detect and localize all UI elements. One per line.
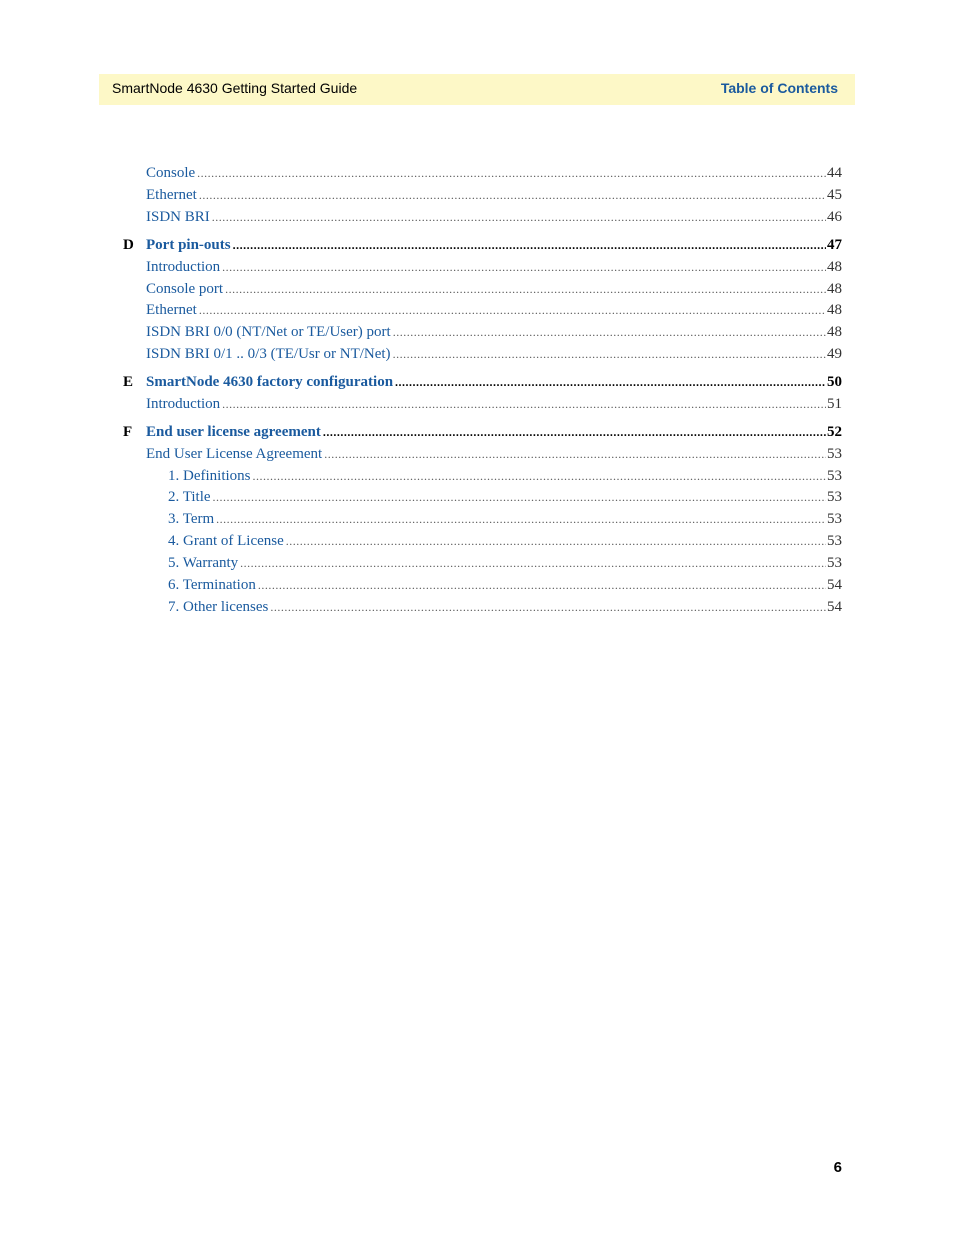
toc-entry-warranty[interactable] [0, 553, 954, 573]
toc-entry-page: 47 [827, 237, 842, 253]
toc-entry-page: 53 [827, 446, 842, 462]
toc-entry-title[interactable]: 7. Other licenses [168, 599, 269, 615]
dot-leader [212, 207, 826, 227]
dot-leader [258, 575, 826, 595]
toc-entry-title-section[interactable] [0, 487, 954, 507]
toc-entry-isdn-bri-0-1[interactable] [0, 344, 954, 364]
dot-leader [240, 553, 826, 573]
toc-entry-page: 52 [827, 424, 842, 440]
toc-entry-introduction[interactable] [0, 257, 954, 277]
toc-entry-title[interactable]: ISDN BRI 0/1 .. 0/3 (TE/Usr or NT/Net) [146, 346, 391, 362]
dot-leader [253, 466, 827, 486]
toc-entry-title[interactable]: Ethernet [146, 187, 197, 203]
document-title: SmartNode 4630 Getting Started Guide [112, 80, 358, 96]
toc-entry-other-licenses[interactable] [0, 597, 954, 617]
dot-leader [393, 322, 826, 342]
dot-leader [199, 185, 826, 205]
toc-entry-page: 54 [827, 599, 842, 615]
toc-entry-title[interactable]: Console port [146, 281, 224, 297]
toc-entry-eula[interactable] [0, 444, 954, 464]
dot-leader [286, 531, 826, 551]
toc-entry-page: 53 [827, 468, 842, 484]
toc-entry-title[interactable]: 5. Warranty [168, 555, 239, 571]
toc-entry-page: 54 [827, 577, 842, 593]
toc-entry-title[interactable]: Introduction [146, 396, 221, 412]
toc-entry-term[interactable] [0, 509, 954, 529]
toc-entry-title[interactable]: 2. Title [168, 489, 211, 505]
toc-appendix-d[interactable] [0, 235, 954, 255]
dot-leader [393, 344, 826, 364]
toc-entry-page: 44 [827, 165, 842, 181]
toc-entry-title[interactable]: 3. Term [168, 511, 215, 527]
toc-entry-page: 51 [827, 396, 842, 412]
toc-entry-isdn-bri[interactable] [0, 207, 954, 227]
toc-entry-page: 53 [827, 533, 842, 549]
dot-leader [324, 444, 826, 464]
dot-leader [222, 394, 826, 414]
toc-entry-title[interactable]: 1. Definitions [168, 468, 251, 484]
toc-entry-page: 53 [827, 511, 842, 527]
toc-entry-grant-of-license[interactable] [0, 531, 954, 551]
appendix-letter: D [123, 237, 134, 253]
dot-leader [225, 279, 826, 299]
toc-entry-page: 48 [827, 259, 842, 275]
toc-appendix-f[interactable] [0, 422, 954, 442]
toc-entry-page: 48 [827, 302, 842, 318]
toc-entry-page: 45 [827, 187, 842, 203]
dot-leader [213, 487, 826, 507]
toc-entry-console[interactable] [0, 163, 954, 183]
toc-entry-definitions[interactable] [0, 466, 954, 486]
toc-entry-termination[interactable] [0, 575, 954, 595]
toc-entry-title[interactable]: Ethernet [146, 302, 197, 318]
appendix-letter: E [123, 374, 134, 390]
toc-entry-console-port[interactable] [0, 279, 954, 299]
dot-leader [323, 422, 826, 442]
dot-leader [395, 372, 826, 392]
dot-leader [197, 163, 826, 183]
dot-leader [222, 257, 826, 277]
toc-entry-page: 49 [827, 346, 842, 362]
dot-leader [199, 300, 826, 320]
toc-entry-title[interactable]: 6. Termination [168, 577, 256, 593]
toc-entry-title[interactable]: ISDN BRI 0/0 (NT/Net or TE/User) port [146, 324, 391, 340]
section-title: Table of Contents [720, 80, 838, 96]
page-header [99, 74, 855, 105]
toc-entry-title[interactable]: End User License Agreement [146, 446, 323, 462]
toc-entry-isdn-bri-0-0[interactable] [0, 322, 954, 342]
toc-entry-ethernet[interactable] [0, 185, 954, 205]
toc-entry-page: 48 [827, 324, 842, 340]
toc-entry-introduction-factory[interactable] [0, 394, 954, 414]
dot-leader [216, 509, 826, 529]
toc-entry-page: 53 [827, 555, 842, 571]
toc-appendix-e[interactable] [0, 372, 954, 392]
toc-entry-title[interactable]: ISDN BRI [146, 209, 210, 225]
dot-leader [270, 597, 826, 617]
appendix-letter: F [123, 424, 133, 440]
toc-entry-page: 53 [827, 489, 842, 505]
toc-entry-ethernet-pinout[interactable] [0, 300, 954, 320]
toc-entry-page: 46 [827, 209, 842, 225]
toc-entry-page: 50 [827, 374, 842, 390]
toc-entry-title[interactable]: Introduction [146, 259, 221, 275]
toc-entry-title[interactable]: End user license agreement [146, 424, 321, 440]
toc-entry-title[interactable]: 4. Grant of License [168, 533, 284, 549]
toc-entry-page: 48 [827, 281, 842, 297]
toc-entry-title[interactable]: Port pin-outs [146, 237, 231, 253]
dot-leader [233, 235, 826, 255]
toc-entry-title[interactable]: Console [146, 165, 196, 181]
page-number: 6 [833, 1159, 842, 1176]
toc-entry-title[interactable]: SmartNode 4630 factory configuration [146, 374, 394, 390]
